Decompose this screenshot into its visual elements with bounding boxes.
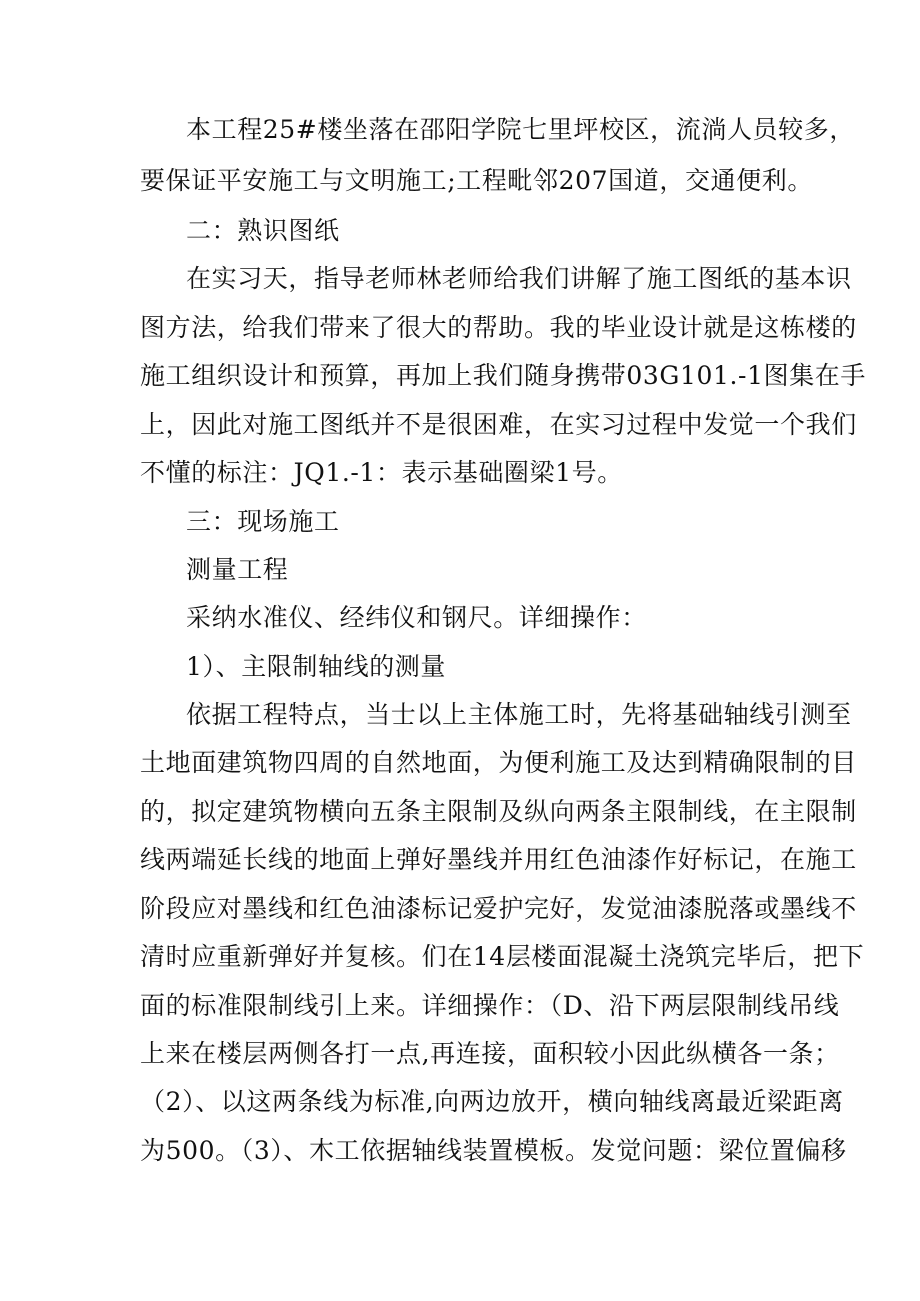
paragraph-line: 面的标准限制线引上来。详细操作：（D、沿下两层限制线吊线 <box>140 991 840 1020</box>
paragraph-line: 在实习天，指导老师林老师给我们讲解了施工图纸的基本识 <box>186 264 852 293</box>
paragraph-line: 依据工程特点，当士以上主体施工时，先将基础轴线引测至 <box>186 700 852 729</box>
paragraph-line: 施工组织设计和预算，再加上我们随身携带03G101.-1图集在手 <box>140 361 867 390</box>
paragraph-line: 采纳水准仪、经纬仪和钢尺。详细操作： <box>186 603 647 632</box>
paragraph-line: 图方法，给我们带来了很大的帮助。我的毕业设计就是这栋楼的 <box>140 313 857 342</box>
paragraph-line: 不懂的标注：JQ1.-1：表示基础圈梁1号。 <box>140 458 623 487</box>
paragraph-line: 阶段应对墨线和红色油漆标记爱护完好，发觉油漆脱落或墨线不 <box>140 894 857 923</box>
list-item-heading: 1）、主限制轴线的测量 <box>186 652 447 681</box>
paragraph-line: 上来在楼层两侧各打一点,再连接，面积较小因此纵横各一条； <box>140 1039 840 1068</box>
paragraph-line: 为500。（3）、木工依据轴线装置模板。发觉问题：梁位置偏移 <box>140 1136 847 1165</box>
paragraph-line: 土地面建筑物四周的自然地面，为便利施工及达到精确限制的目 <box>140 748 857 777</box>
section-heading: 二：熟识图纸 <box>186 216 340 245</box>
paragraph-line: 线两端延长线的地面上弹好墨线并用红色油漆作好标记，在施工 <box>140 845 857 874</box>
paragraph-line: 上，因此对施工图纸并不是很困难，在实习过程中发觉一个我们 <box>140 410 857 439</box>
paragraph-line: （2）、以这两条线为标准,向两边放开，横向轴线离最近梁距离 <box>140 1087 844 1116</box>
paragraph-line: 本工程25#楼坐落在邵阳学院七里坪校区，流淌人员较多， <box>186 115 855 144</box>
paragraph-line: 清时应重新弹好并复核。们在14层楼面混凝土浇筑完毕后，把下 <box>140 942 865 971</box>
paragraph-line: 的，拟定建筑物横向五条主限制及纵向两条主限制线，在主限制 <box>140 797 857 826</box>
subsection-heading: 测量工程 <box>186 555 289 584</box>
paragraph-line: 要保证平安施工与文明施工;工程毗邻207国道，交通便利。 <box>140 166 813 195</box>
section-heading: 三：现场施工 <box>186 507 340 536</box>
